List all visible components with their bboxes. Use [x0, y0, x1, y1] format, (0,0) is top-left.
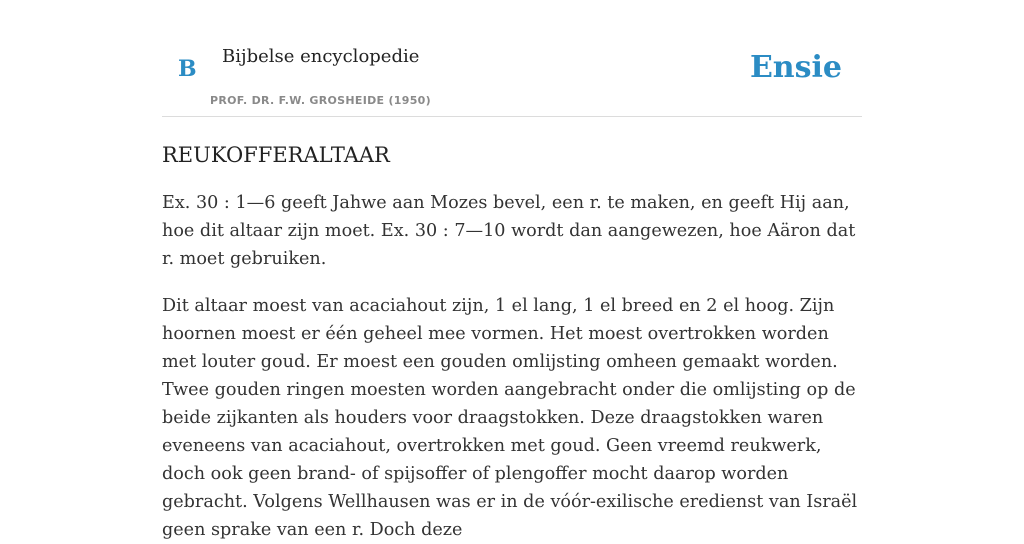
article-paragraph-1: Ex. 30 : 1—6 geeft Jahwe aan Mozes bevel, een r. te maken, en geeft Hij aan, hoe dit altaar zijn moet. Ex. 30 : 7—10 wordt dan aangewezen, hoe Aäron dat r. moet gebruiken.	[162, 193, 856, 269]
article-title: REUKOFFERALTAAR	[162, 143, 390, 167]
page	[162, 0, 862, 544]
article-paragraph-2: Dit altaar moest van acaciahout zijn, 1 el lang, 1 el breed en 2 el hoog. Zijn hoornen moest er één geheel mee vormen. Het moest overtrokken worden met louter goud. Er moest een gouden omlijsting omheen gemaakt worden. Twee gouden ringen moesten worden aangebracht onder die omlijsting op de beide zijkanten als houders voor draagstokken. Deze draagstokken waren eveneens van acaciahout, overtrokken met goud. Geen vreemd reukwerk, doch ook geen brand- of spijsoffer of plengoffer mocht daarop worden gebracht. Volgens Wellhausen was er in de vóór-exilische eredienst van Israël geen sprake van een r. Doch deze	[162, 296, 858, 540]
ensie-logo[interactable]: Ensie	[749, 50, 842, 85]
book-badge-icon[interactable]: B	[178, 56, 197, 82]
book-title-link[interactable]: Bijbelse encyclopedie	[222, 46, 420, 67]
book-header	[162, 0, 862, 117]
book-author: PROF. DR. F.W. GROSHEIDE (1950)	[210, 94, 431, 107]
